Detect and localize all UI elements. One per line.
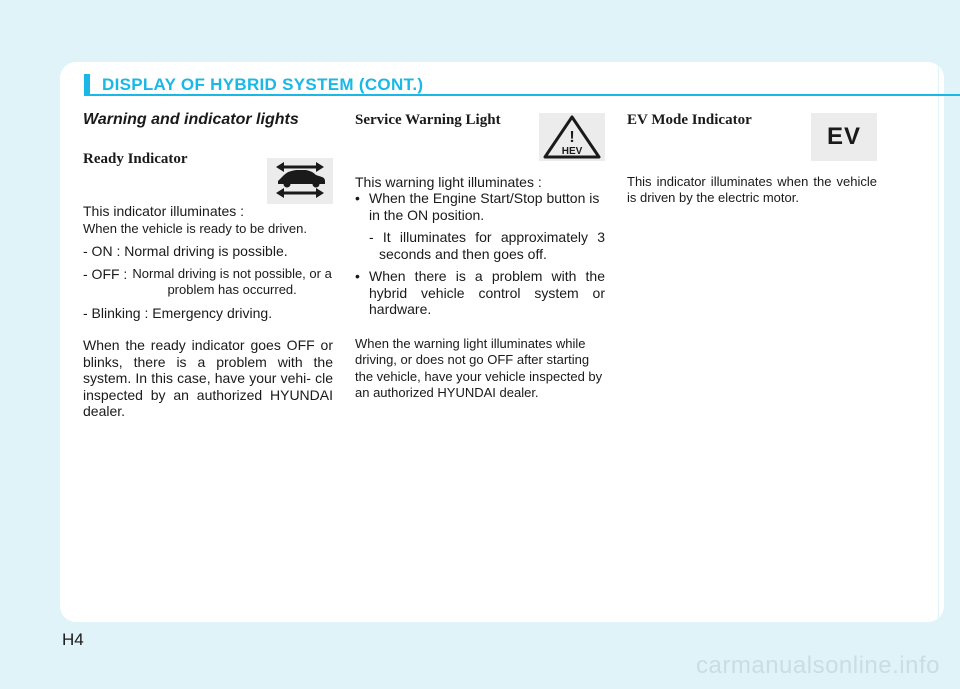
service-warning-heading: Service Warning Light: [355, 112, 501, 128]
service-bullet-1: • When the Engine Start/Stop button is in the ON position.: [355, 190, 600, 223]
ready-item-off: - OFF : Normal driving is not possible, or a problem has occurred.: [83, 265, 332, 297]
column-ready-indicator: [83, 110, 333, 420]
service-paragraph: When the warning light illuminates while driving, or does not go OFF after starting the vehicle, have your vehicle inspected by an authorized HYUNDAI dealer.: [355, 335, 603, 400]
service-intro: This warning light illuminates :: [355, 173, 542, 190]
ev-icon-box: [811, 113, 877, 161]
car-arrows-icon-svg: [272, 161, 328, 201]
ready-intro-detail: When the vehicle is ready to be driven.: [83, 220, 308, 236]
ready-item-on: - ON : Normal driving is possible.: [83, 243, 288, 259]
page-number: H4: [62, 630, 84, 649]
section-title: Warning and indicator lights: [83, 111, 299, 128]
hev-icon-text: HEV: [561, 146, 583, 157]
service-bullet-2: • When there is a problem with the hybrid vehicle control system or hardware.: [355, 268, 605, 317]
page-edge-rule: [938, 62, 939, 622]
hev-warning-icon: [539, 113, 605, 161]
watermark: carmanualsonline.info: [696, 652, 940, 679]
service-sub-item: - It illuminates for approximately 3 seconds and then goes off.: [369, 229, 605, 262]
header-accent-bar: [84, 74, 90, 96]
ready-paragraph: When the ready indicator goes OFF or blinks, there is a problem with the system. In this case, have your vehi- cle inspected by an authorized HYUNDAI dealer.: [83, 337, 333, 419]
ev-mode-heading: EV Mode Indicator: [627, 112, 752, 128]
header-underline: [90, 94, 960, 96]
triangle-warning-icon: [542, 115, 602, 159]
section-header-title: DISPLAY OF HYBRID SYSTEM (CONT.): [102, 75, 424, 94]
warning-mark-text: !: [569, 129, 575, 146]
ready-intro: This indicator illuminates :: [83, 203, 245, 219]
car-arrows-icon: [267, 158, 333, 204]
ready-indicator-heading: Ready Indicator: [83, 150, 188, 167]
ready-item-blinking: - Blinking : Emergency driving.: [83, 304, 273, 321]
ev-paragraph: This indicator illuminates when the vehicle is driven by the electric motor.: [627, 173, 877, 205]
ev-text-icon: EV: [826, 123, 861, 150]
